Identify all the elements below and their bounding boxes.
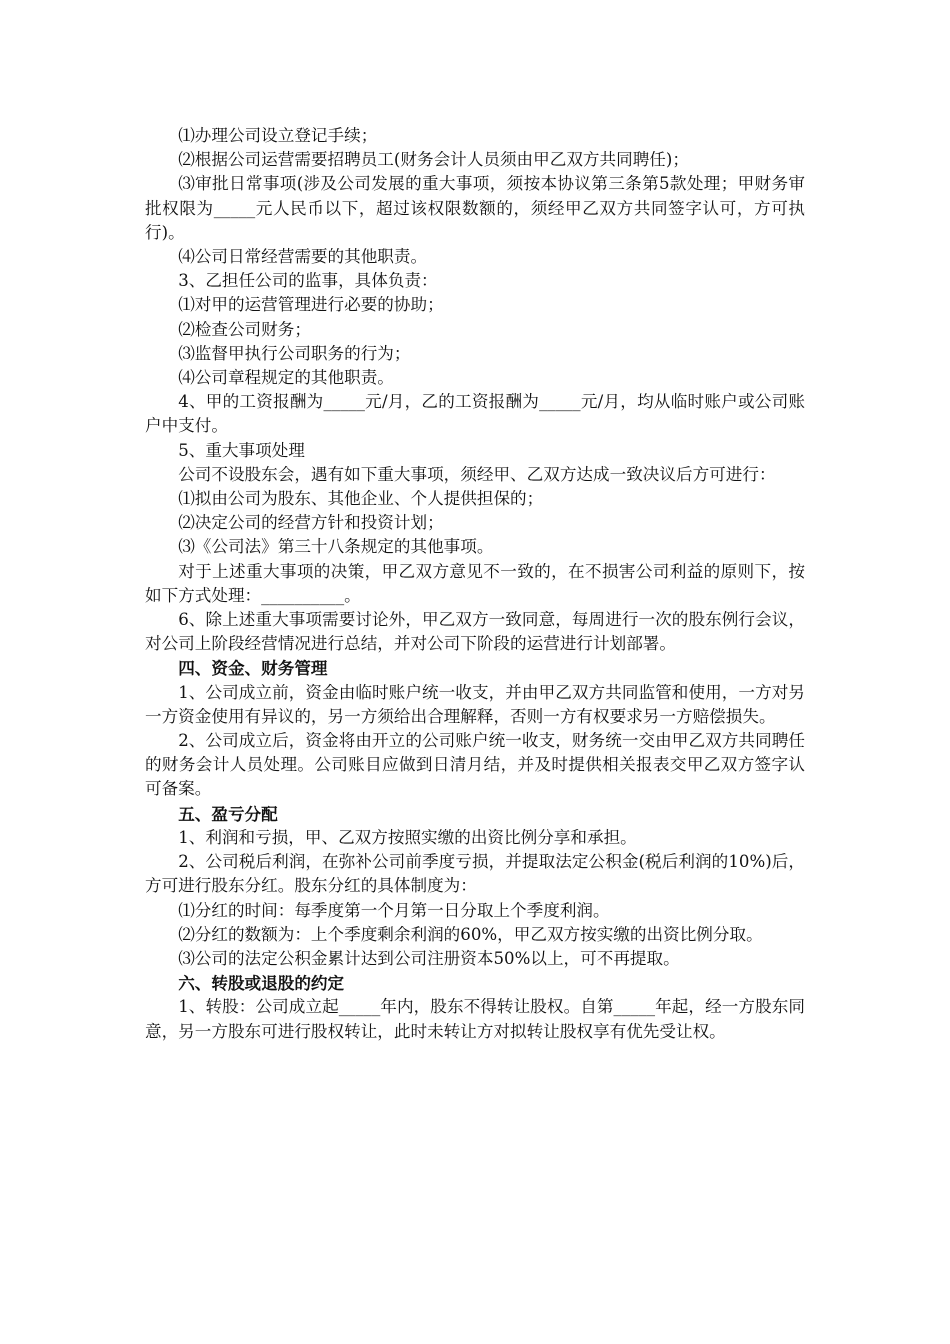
paragraph: 2、公司税后利润，在弥补公司前季度亏损，并提取法定公积金(税后利润的10%)后，方可进行股东分红。股东分红的具体制度为： (145, 852, 805, 896)
paragraph: 3、乙担任公司的监事，具体负责： (178, 271, 438, 291)
paragraph: ⑵分红的数额为：上个季度剩余利润的60%，甲乙双方按实缴的出资比例分取。 (178, 924, 763, 944)
paragraph: 1、公司成立前，资金由临时账户统一收支，并由甲乙双方共同监管和使用，一方对另一方资金使用有异议的，另一方须给出合理解释，否则一方有权要求另一方赔偿损失。 (145, 682, 805, 726)
section-heading: 四、资金、财务管理 (178, 658, 328, 679)
section-heading: 六、转股或退股的约定 (178, 973, 345, 994)
paragraph: 6、除上述重大事项需要讨论外，甲乙双方一致同意，每周进行一次的股东例行会议，对公司上阶段经营情况进行总结，并对公司下阶段的运营进行计划部署。 (145, 610, 805, 654)
paragraph: ⑷公司日常经营需要的其他职责。 (178, 247, 428, 267)
paragraph: 1、利润和亏损，甲、乙双方按照实缴的出资比例分享和承担。 (178, 827, 637, 847)
paragraph: ⑵决定公司的经营方针和投资计划； (178, 513, 444, 533)
section-heading: 五、盈亏分配 (178, 803, 278, 824)
paragraph: ⑶审批日常事项(涉及公司发展的重大事项，须按本协议第三条第5款处理；甲财务审批权限为_____元人民币以下，超过该权限数额的，须经甲乙双方共同签字认可，方可执行)。 (145, 174, 805, 242)
paragraph: 对于上述重大事项的决策，甲乙双方意见不一致的，在不损害公司利益的原则下，按如下方式处理：__________。 (145, 561, 805, 605)
paragraph: 公司不设股东会，遇有如下重大事项，须经甲、乙双方达成一致决议后方可进行： (178, 464, 776, 484)
paragraph: 1、转股：公司成立起_____年内，股东不得转让股权。自第_____年起，经一方股东同意，另一方股东可进行股权转让，此时未转让方对拟转让股权享有优先受让权。 (145, 997, 805, 1041)
paragraph: ⑵根据公司运营需要招聘员工(财务会计人员须由甲乙双方共同聘任)； (178, 150, 689, 170)
paragraph: ⑴拟由公司为股东、其他企业、个人提供担保的； (178, 489, 544, 509)
paragraph: ⑴对甲的运营管理进行必要的协助； (178, 295, 444, 315)
paragraph: 4、甲的工资报酬为_____元/月，乙的工资报酬为_____元/月，均从临时账户或公司账户中支付。 (145, 392, 805, 436)
paragraph: ⑶监督甲执行公司职务的行为； (178, 343, 411, 363)
paragraph: 2、公司成立后，资金将由开立的公司账户统一收支，财务统一交由甲乙双方共同聘任的财务会计人员处理。公司账目应做到日清月结，并及时提供相关报表交甲乙双方签字认可备案。 (145, 731, 805, 799)
paragraph: ⑶《公司法》第三十八条规定的其他事项。 (178, 537, 494, 557)
paragraph: ⑵检查公司财务； (178, 319, 311, 339)
paragraph: ⑴分红的时间：每季度第一个月第一日分取上个季度利润。 (178, 900, 610, 920)
paragraph: ⑴办理公司设立登记手续； (178, 126, 378, 145)
document-body (145, 124, 805, 1044)
paragraph: ⑶公司的法定公积金累计达到公司注册资本50%以上，可不再提取。 (178, 948, 680, 968)
paragraph: 5、重大事项处理 (178, 440, 305, 460)
paragraph: ⑷公司章程规定的其他职责。 (178, 368, 394, 388)
